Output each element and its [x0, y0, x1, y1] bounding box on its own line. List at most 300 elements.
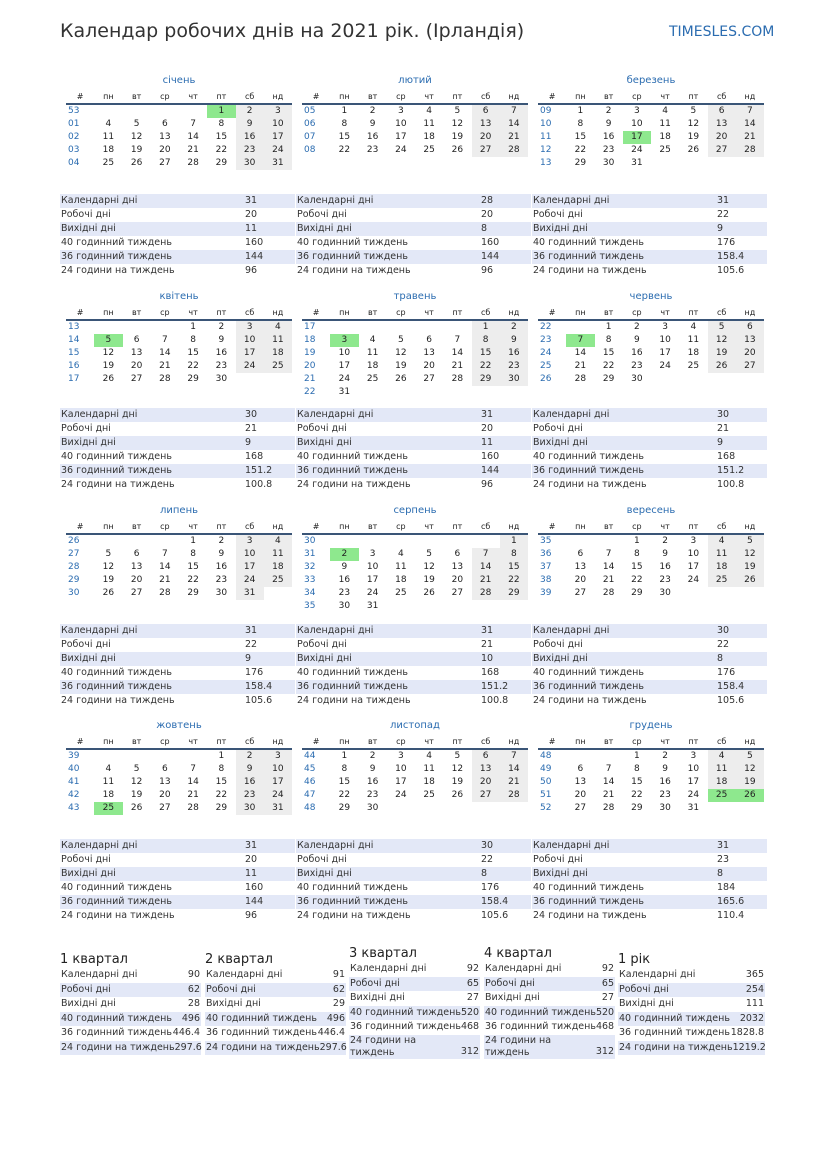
month-summary-table — [60, 624, 295, 708]
day-cell: 21 — [187, 790, 199, 800]
holiday-day-cell: 26 — [736, 789, 764, 802]
empty-day-cell — [708, 157, 736, 170]
day-cell: 22 — [472, 360, 500, 373]
weekday-label: ср — [632, 308, 642, 317]
day-cell: 23 — [500, 360, 528, 373]
weekday-label: пн — [103, 92, 114, 101]
summary-row — [60, 264, 295, 278]
week-number: 45 — [304, 764, 316, 774]
day-cell: 29 — [187, 588, 199, 598]
period-value: 297.6 — [319, 1041, 347, 1053]
period-row — [484, 1035, 615, 1059]
day-cell: 8 — [577, 119, 584, 129]
period-row — [484, 977, 615, 992]
summary-value: 110.4 — [717, 910, 745, 921]
weekday-label: чт — [188, 92, 198, 101]
day-cell: 28 — [500, 144, 528, 157]
summary-row — [60, 867, 295, 881]
summary-row — [532, 422, 767, 436]
summary-row — [296, 264, 531, 278]
period-row — [484, 1020, 615, 1035]
weekday-header — [538, 306, 764, 319]
week-number: 40 — [68, 764, 80, 774]
day-cell: 18 — [423, 132, 435, 142]
empty-day-cell — [123, 750, 151, 763]
summary-label: 24 години на тиждень — [297, 910, 411, 921]
empty-day-cell — [387, 386, 415, 399]
day-cell: 23 — [236, 144, 264, 157]
day-cell: 7 — [162, 549, 168, 559]
day-cell: 10 — [687, 549, 700, 559]
day-cell: 6 — [162, 119, 168, 129]
period-value: 62 — [332, 983, 345, 995]
day-cell: 21 — [159, 361, 171, 371]
empty-day-cell — [500, 600, 528, 613]
day-cell: 25 — [264, 360, 292, 373]
summary-label: Вихідні дні — [297, 437, 352, 448]
day-cell: 16 — [602, 132, 615, 142]
period-summary — [349, 946, 480, 1059]
summary-row — [532, 250, 767, 264]
summary-row — [532, 839, 767, 853]
day-cell: 1 — [605, 322, 612, 332]
day-cell: 30 — [338, 601, 351, 611]
day-cell: 5 — [690, 106, 697, 116]
day-cell: 9 — [236, 118, 264, 131]
day-cell: 28 — [187, 158, 199, 168]
empty-day-cell — [123, 321, 151, 334]
day-cell: 19 — [736, 561, 764, 574]
day-cell: 27 — [423, 374, 435, 384]
day-cell: 20 — [708, 131, 736, 144]
summary-value: 105.6 — [481, 910, 509, 921]
day-cell: 26 — [102, 588, 115, 598]
summary-value: 144 — [245, 896, 264, 907]
summary-label: 40 годинний тиждень — [533, 667, 644, 678]
summary-value: 31 — [481, 625, 494, 636]
empty-day-cell — [472, 386, 500, 399]
summary-row — [60, 222, 295, 236]
week-number: 10 — [540, 119, 552, 129]
summary-row — [60, 881, 295, 895]
empty-day-cell — [415, 321, 443, 334]
summary-row — [532, 652, 767, 666]
week-number: 30 — [68, 588, 80, 598]
summary-label: Робочі дні — [533, 639, 583, 650]
period-value: 2032 — [739, 1012, 764, 1024]
holiday-day-cell: 17 — [623, 131, 651, 144]
week-number: 34 — [304, 588, 316, 598]
weekday-label: # — [312, 92, 320, 101]
summary-row — [532, 638, 767, 652]
summary-value: 168 — [717, 451, 736, 462]
summary-row — [532, 853, 767, 867]
weekday-label: вт — [603, 522, 614, 531]
month-name: січень — [162, 75, 196, 86]
day-cell: 5 — [133, 119, 140, 129]
summary-value: 100.8 — [245, 479, 273, 490]
summary-row — [532, 436, 767, 450]
weekday-header — [538, 90, 764, 103]
summary-label: Робочі дні — [61, 423, 111, 434]
period-row — [205, 1026, 346, 1041]
day-cell: 2 — [236, 105, 264, 118]
period-title: 1 квартал — [60, 952, 128, 967]
day-cell: 30 — [500, 373, 528, 386]
empty-day-cell — [359, 321, 387, 334]
summary-value: 184 — [717, 882, 736, 893]
day-cell: 5 — [454, 751, 461, 761]
summary-value: 31 — [717, 195, 730, 206]
weekday-label: нд — [744, 522, 756, 531]
day-cell: 16 — [236, 131, 264, 144]
summary-row — [296, 624, 531, 638]
summary-label: Календарні дні — [61, 625, 138, 636]
period-value: 365 — [745, 969, 764, 981]
day-cell: 5 — [105, 549, 112, 559]
period-value: 65 — [601, 977, 614, 989]
day-cell: 9 — [634, 335, 640, 345]
empty-day-cell — [443, 321, 471, 334]
period-label: Календарні дні — [619, 969, 696, 981]
summary-value: 105.6 — [717, 695, 745, 706]
week-number: 21 — [304, 374, 316, 384]
month-days-grid — [302, 319, 528, 399]
day-cell: 27 — [708, 144, 736, 157]
week-number: 42 — [68, 790, 80, 800]
day-cell: 9 — [605, 119, 612, 129]
summary-label: Вихідні дні — [533, 868, 588, 879]
summary-label: 36 годинний тиждень — [533, 465, 644, 476]
day-cell: 16 — [338, 575, 351, 585]
week-number: 31 — [304, 549, 316, 559]
month-summary-table — [296, 194, 531, 278]
weekday-label: нд — [744, 737, 756, 746]
day-cell: 13 — [574, 562, 587, 572]
month-summary-table — [532, 194, 767, 278]
month-name: вересень — [626, 505, 676, 516]
weekday-label: # — [76, 522, 84, 531]
period-value: 62 — [187, 983, 200, 995]
day-cell: 4 — [264, 321, 292, 334]
month-days-grid — [538, 748, 764, 815]
day-cell: 12 — [102, 562, 115, 572]
month-summary-table — [532, 624, 767, 708]
day-cell: 21 — [602, 575, 615, 585]
day-cell: 3 — [236, 321, 264, 334]
summary-label: 36 годинний тиждень — [297, 465, 408, 476]
day-cell: 1 — [218, 751, 225, 761]
day-cell: 4 — [426, 106, 432, 116]
day-cell: 25 — [366, 374, 379, 384]
day-cell: 6 — [162, 764, 168, 774]
day-cell: 17 — [395, 777, 407, 787]
period-label: 36 годинний тиждень — [485, 1021, 596, 1033]
summary-row — [60, 478, 295, 492]
weekday-label: нд — [272, 92, 284, 101]
period-row — [618, 1041, 765, 1056]
summary-label: 24 години на тиждень — [297, 695, 411, 706]
summary-value: 11 — [245, 868, 258, 879]
day-cell: 17 — [264, 776, 292, 789]
summary-row — [60, 680, 295, 694]
summary-label: 40 годинний тиждень — [61, 882, 172, 893]
summary-label: Календарні дні — [297, 195, 374, 206]
weekday-label: ср — [632, 737, 642, 746]
empty-day-cell — [708, 802, 736, 815]
summary-value: 158.4 — [481, 896, 509, 907]
period-label: 24 години на тиждень — [485, 1034, 552, 1058]
weekday-label: вт — [131, 522, 142, 531]
weekday-label: чт — [424, 737, 434, 746]
day-cell: 2 — [500, 321, 528, 334]
day-cell: 2 — [236, 750, 264, 763]
summary-label: 40 годинний тиждень — [297, 237, 408, 248]
day-cell: 12 — [102, 348, 115, 358]
week-number: 39 — [68, 751, 80, 761]
day-cell: 30 — [631, 374, 643, 384]
day-cell: 11 — [395, 562, 407, 572]
day-cell: 7 — [605, 764, 612, 774]
day-cell: 2 — [218, 536, 225, 546]
weekday-label: сб — [244, 522, 255, 531]
month-days-grid — [302, 103, 528, 157]
empty-day-cell — [443, 386, 471, 399]
empty-day-cell — [679, 587, 707, 600]
day-cell: 5 — [736, 750, 764, 763]
summary-label: 36 годинний тиждень — [61, 896, 172, 907]
period-row — [60, 1012, 201, 1027]
day-cell: 18 — [687, 348, 700, 358]
day-cell: 25 — [687, 361, 700, 371]
day-cell: 4 — [264, 535, 292, 548]
day-cell: 17 — [236, 347, 264, 360]
day-cell: 25 — [659, 145, 671, 155]
day-cell: 11 — [687, 335, 700, 345]
day-cell: 15 — [338, 132, 351, 142]
day-cell: 10 — [264, 118, 292, 131]
day-cell: 30 — [215, 374, 228, 384]
weekday-label: вт — [603, 92, 614, 101]
period-row — [60, 1026, 201, 1041]
summary-value: 8 — [717, 868, 724, 879]
day-cell: 28 — [602, 588, 615, 598]
empty-day-cell — [736, 802, 764, 815]
week-number: 09 — [540, 106, 552, 116]
weekday-label: вт — [367, 92, 378, 101]
weekday-label: чт — [424, 92, 434, 101]
period-value: 520 — [595, 1006, 615, 1018]
day-cell: 8 — [341, 764, 348, 774]
weekday-label: пт — [688, 308, 699, 317]
day-cell: 11 — [264, 334, 292, 347]
day-cell: 19 — [130, 145, 143, 155]
weekday-label: # — [76, 92, 84, 101]
summary-row — [296, 652, 531, 666]
month-summary-table — [296, 839, 531, 923]
day-cell: 24 — [687, 575, 700, 585]
period-label: Робочі дні — [206, 983, 256, 995]
weekday-label: вт — [131, 737, 142, 746]
weekday-label: пт — [452, 522, 463, 531]
weekday-label: нд — [508, 308, 520, 317]
week-number: 27 — [68, 549, 80, 559]
period-label: 40 годинний тиждень — [485, 1006, 596, 1018]
holiday-day-cell: 2 — [330, 548, 358, 561]
weekday-label: ср — [632, 522, 642, 531]
day-cell: 6 — [736, 321, 764, 334]
weekday-label: # — [312, 308, 320, 317]
day-cell: 26 — [451, 790, 464, 800]
summary-value: 21 — [717, 423, 730, 434]
period-row — [205, 997, 346, 1012]
summary-value: 31 — [245, 195, 258, 206]
day-cell: 10 — [338, 348, 351, 358]
summary-label: 24 години на тиждень — [297, 265, 411, 276]
summary-value: 31 — [245, 840, 258, 851]
day-cell: 13 — [423, 348, 435, 358]
empty-day-cell — [151, 321, 179, 334]
holiday-day-cell: 1 — [207, 105, 235, 118]
day-cell: 9 — [662, 764, 668, 774]
period-row — [60, 983, 201, 998]
weekday-label: сб — [480, 92, 491, 101]
period-value: 520 — [460, 1006, 480, 1018]
period-value: 27 — [601, 992, 614, 1004]
day-cell: 15 — [187, 562, 199, 572]
month-name: лютий — [398, 75, 432, 86]
weekday-label: пн — [575, 308, 586, 317]
day-cell: 8 — [190, 335, 196, 345]
day-cell: 3 — [662, 322, 668, 332]
month-calendar — [66, 717, 292, 815]
weekday-header — [66, 735, 292, 748]
week-number: 14 — [68, 335, 80, 345]
summary-label: Вихідні дні — [297, 868, 352, 879]
day-cell: 20 — [472, 776, 500, 789]
day-cell: 19 — [736, 776, 764, 789]
summary-label: 40 годинний тиждень — [533, 237, 644, 248]
day-cell: 18 — [264, 347, 292, 360]
empty-day-cell — [415, 600, 443, 613]
week-number: 50 — [540, 777, 552, 787]
month-calendar — [302, 288, 528, 399]
week-number: 37 — [540, 562, 552, 572]
weekday-label: нд — [272, 737, 284, 746]
empty-day-cell — [330, 535, 358, 548]
summary-value: 144 — [245, 251, 264, 262]
summary-label: Календарні дні — [61, 840, 138, 851]
day-cell: 16 — [236, 776, 264, 789]
day-cell: 31 — [366, 601, 379, 611]
weekday-label: сб — [716, 522, 727, 531]
day-cell: 24 — [659, 361, 671, 371]
weekday-header — [66, 520, 292, 533]
period-row — [205, 983, 346, 998]
weekday-label: пн — [339, 737, 350, 746]
summary-value: 30 — [245, 409, 258, 420]
week-number: 11 — [540, 132, 552, 142]
day-cell: 11 — [366, 348, 379, 358]
day-cell: 22 — [500, 574, 528, 587]
period-label: 40 годинний тиждень — [619, 1012, 730, 1024]
weekday-label: # — [548, 737, 556, 746]
day-cell: 29 — [338, 803, 351, 813]
day-cell: 7 — [736, 105, 764, 118]
summary-label: Календарні дні — [533, 409, 610, 420]
weekday-label: чт — [660, 92, 670, 101]
weekday-label: пт — [688, 737, 699, 746]
summary-row — [296, 478, 531, 492]
weekday-label: пн — [339, 308, 350, 317]
day-cell: 2 — [662, 536, 668, 546]
brand-logo-link[interactable]: TIMESLES.COM — [669, 24, 775, 40]
summary-value: 176 — [717, 667, 736, 678]
day-cell: 20 — [574, 790, 587, 800]
period-label: 36 годинний тиждень — [206, 1027, 317, 1039]
day-cell: 25 — [264, 574, 292, 587]
summary-value: 30 — [717, 409, 730, 420]
day-cell: 25 — [423, 145, 435, 155]
empty-day-cell — [595, 535, 623, 548]
day-cell: 26 — [423, 588, 435, 598]
summary-label: 40 годинний тиждень — [297, 667, 408, 678]
day-cell: 11 — [102, 132, 115, 142]
day-cell: 21 — [159, 575, 171, 585]
summary-label: Вихідні дні — [297, 223, 352, 234]
period-row — [618, 997, 765, 1012]
day-cell: 18 — [264, 561, 292, 574]
day-cell: 8 — [218, 764, 225, 774]
period-value: 1219.2 — [732, 1041, 766, 1053]
week-number: 08 — [304, 145, 316, 155]
week-number: 06 — [304, 119, 316, 129]
month-calendar — [538, 502, 764, 600]
summary-row — [296, 450, 531, 464]
day-cell: 3 — [369, 549, 376, 559]
summary-label: Робочі дні — [533, 209, 583, 220]
day-cell: 22 — [631, 575, 643, 585]
summary-label: Вихідні дні — [61, 868, 116, 879]
summary-row — [60, 624, 295, 638]
month-name: листопад — [390, 720, 440, 731]
summary-value: 158.4 — [717, 681, 745, 692]
period-row — [484, 991, 615, 1006]
weekday-label: чт — [188, 522, 198, 531]
day-cell: 23 — [659, 575, 671, 585]
summary-value: 30 — [481, 840, 494, 851]
day-cell: 8 — [190, 549, 196, 559]
day-cell: 7 — [500, 105, 528, 118]
week-number: 33 — [304, 575, 316, 585]
day-cell: 21 — [500, 131, 528, 144]
weekday-label: ср — [160, 308, 170, 317]
period-row — [349, 1006, 480, 1021]
day-cell: 1 — [190, 322, 196, 332]
day-cell: 25 — [708, 574, 736, 587]
month-name: квітень — [159, 291, 199, 302]
month-summary-table — [60, 194, 295, 278]
day-cell: 8 — [472, 334, 500, 347]
week-number: 26 — [540, 374, 552, 384]
day-cell: 23 — [338, 588, 351, 598]
weekday-label: ср — [396, 308, 406, 317]
summary-row — [60, 909, 295, 923]
day-cell: 18 — [659, 132, 671, 142]
month-summary-table — [296, 624, 531, 708]
weekday-label: чт — [424, 522, 434, 531]
summary-value: 22 — [245, 639, 258, 650]
